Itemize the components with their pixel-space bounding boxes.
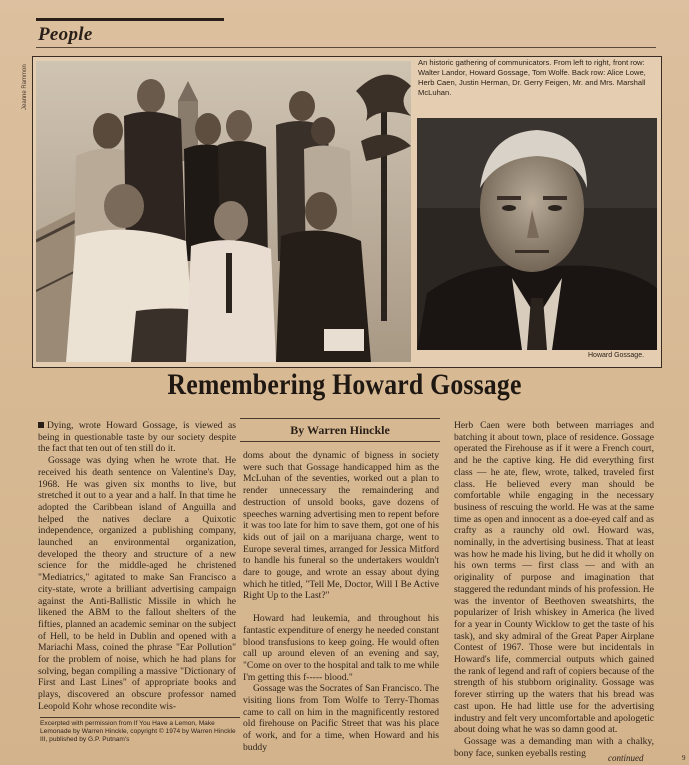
article-column-1 (38, 420, 236, 713)
continued-label: continued (608, 753, 644, 763)
bullet-icon (38, 422, 44, 428)
paragraph: Gossage was a demanding man with a chalky, bony face, sunken eyeballs resting (454, 735, 654, 759)
article-headline: Remembering Howard Gossage (167, 368, 522, 401)
photo-caption: An historic gathering of communicators. From left to right, front row: Walter Landor, Howard Gossage, Tom Wolfe. Back row: Alice Lowe, Herb Caen, Justin Herman, Dr. Gerry Feigen, Mr. and Mrs. Marshall McLuhan. (418, 58, 646, 97)
section-label: People (38, 24, 93, 45)
portrait-photo (417, 118, 657, 350)
section-divider (36, 47, 656, 48)
byline: By Warren Hinckle (290, 423, 390, 437)
portrait-caption: Howard Gossage. (588, 352, 645, 359)
article-column-2 (243, 450, 439, 754)
paragraph: doms about the dynamic of bigness in society were such that Gossage handicapped him as the McLuhan of the seventies, worked out a plan to render unnecessary the remaindering and destruction of unsold books, gave dozens of speeches warning advertising men to repent before it was too late for him to save them, got one of his kids out of jail on a marijuana charge, went to Europe several times, arranged for Jessica Mitford to handle his funeral so the undertakers wouldn't dare to gouge, and wrote an essay about dying which he titled, "Tell Me, Doctor, Will I Be Active Right Up to the Last?" (243, 450, 439, 602)
byline-rule-top (240, 418, 440, 419)
paragraph: Herb Caen were both between marriages and batching it about town, place of residence. Gossage operated the Firehouse as if it were a French court, and he the captive king. He did everything first class — he ate, flew, wrote, talked, traveled first class. He believed every man should be comfortable while engaging in the necessary business of rescuing the world. He was at the same time as open and innocent as a doe-eyed calf and as crafty as a raunchy old owl. Howard was, nominally, in the advertising business. That at least was how he made his living, but he did it wholly on his own terms — first class — and with an originality of purpose and imagination that staggered the redundant minds of his profession. He was the inventor of Beethoven sweatshirts, the popularizer of Irish whiskey in America (he lived for a year in County Wicklow to get the taste of his task), and sky admiral of the Great Paper Airplane Contest of 1967. Those were but incidentals in Howard's life, commercial outputs which gained the rank of legend and raft of copiers because of the strength of his stubborn originality. Gossage was forever stirring up the waters that his bread was cast upon. He had little use for the advertising industry and felt very uncomfortable and apologetic about doing what he was so damn good at. (454, 420, 654, 736)
section-rule (36, 18, 224, 21)
paragraph: Howard had leukemia, and throughout his fantastic expenditure of energy he needed constant blood transfusions to keep going. He would often call up around eleven of an evening and say, "Come on over to the hospital and talk to me while I'm getting this f----- blood." (243, 613, 439, 683)
paragraph: Dying, wrote Howard Gossage, is viewed as being in questionable taste by our society despite the fact that ten out of ten still do it. (38, 420, 236, 455)
article-column-3 (454, 420, 654, 759)
excerpt-note: Excerpted with permission from If You Have a Lemon, Make Lemonade by Warren Hinckle, copyright © 1974 by Warren Hinckle III, published by G.P. Putnam's (40, 717, 240, 744)
page-number: 9 (682, 754, 686, 762)
photo-credit: Jeanne Rammon (22, 64, 28, 110)
group-photo (36, 61, 411, 362)
paragraph: Gossage was dying when he wrote that. He received his death sentence on Valentine's Day, 1968. He was given six months to live, but stretched it out to a year and a half. In that time he adopted the Caribbean island of Anguilla and helped the natives declare a Quixotic independence, organized a publishing company, launched an environmental organization, developed the theory and structure of a new science for the middle-aged he christened "Mediatrics," agitated to make San Francisco a city-state, wrote a brilliant advertising campaign against the Anti-Ballistic Missile in which he likened the ABM to the fallout shelters of the fifties, planned an academic seminar on the subject of Hell, to be held in Dublin and opened with a Mariachi Mass, coined the phrase "Ear Pollution" for the problem of noise, which he had plans for solving, began compiling a massive "Dictionary of First and Last Lines" of appropriate books and plays, discovered an obscure professor named Leopold Kohr whose recondite wis- (38, 455, 236, 712)
byline-rule-bottom (240, 441, 440, 442)
paragraph: Gossage was the Socrates of San Francisco. The visiting lions from Tom Wolfe to Terry-Thomas came to call on him in the magnificently restored old firehouse on Pacific Street that was his place of work, and for a time, when Howard and his buddy (243, 683, 439, 753)
